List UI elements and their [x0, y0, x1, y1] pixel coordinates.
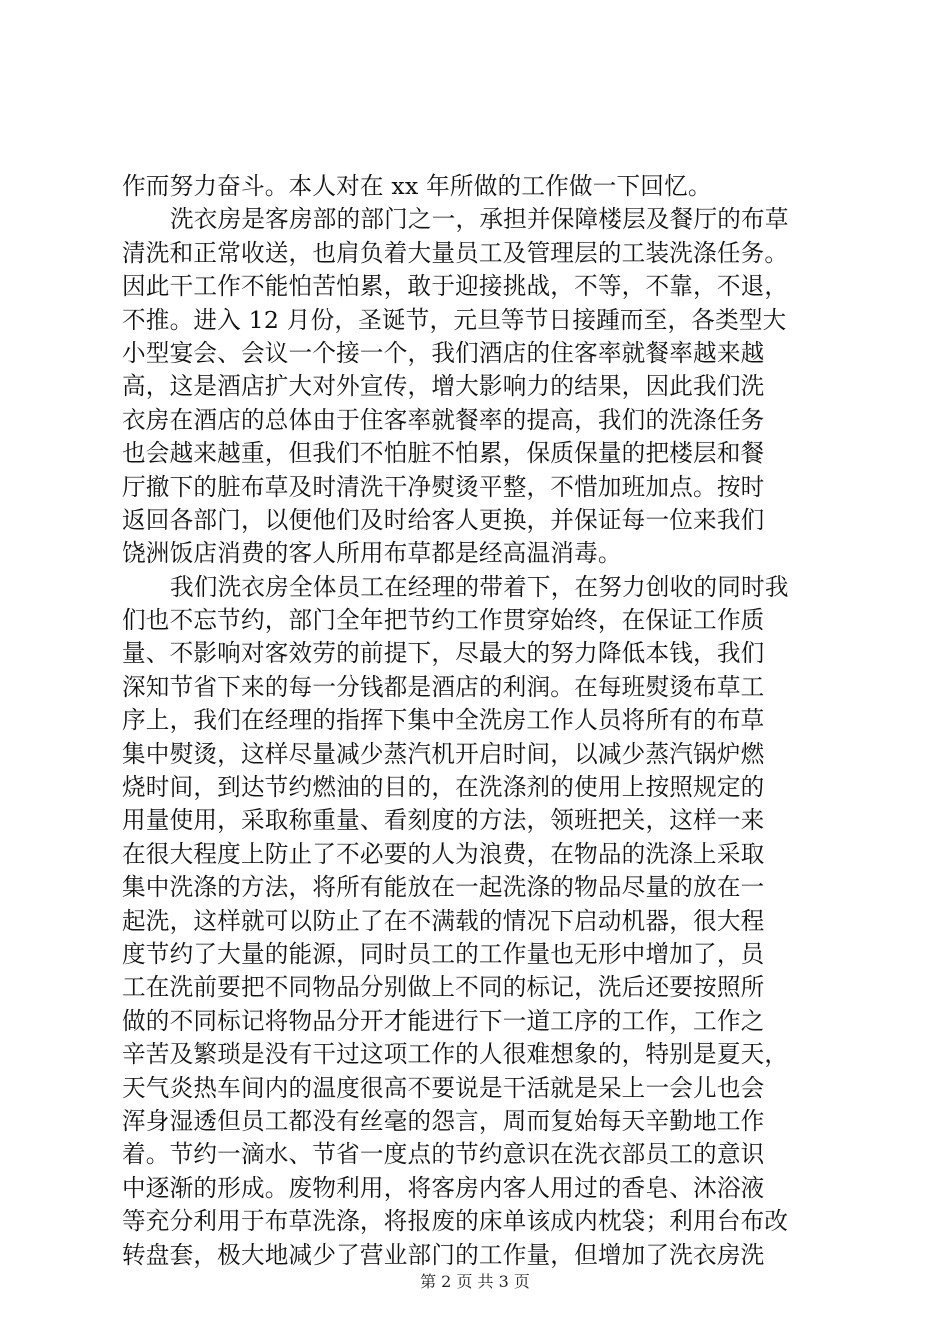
text-line: 们也不忘节约，部门全年把节约工作贯穿始终，在保证工作质 [122, 606, 765, 635]
text-line: 返回各部门，以便他们及时给客人更换，并保证每一位来我们 [122, 505, 765, 534]
text-line: 在很大程度上防止了不必要的人为浪费，在物品的洗涤上采取 [122, 839, 765, 868]
text-line: 辛苦及繁琐是没有干过这项工作的人很难想象的，特别是夏天， [122, 1040, 789, 1069]
text-line: 衣房在酒店的总体由于住客率就餐率的提高，我们的洗涤任务 [122, 405, 765, 434]
text-line: 烧时间，到达节约燃油的目的，在洗涤剂的使用上按照规定的 [122, 773, 765, 802]
paragraph-start-line: 我们洗衣房全体员工在经理的带着下，在努力创收的同时我 [170, 572, 789, 601]
text-line: 天气炎热车间内的温度很高不要说是干活就是呆上一会儿也会 [122, 1073, 765, 1102]
text-line: 饶洲饭店消费的客人所用布草都是经高温消毒。 [122, 539, 622, 568]
document-body [122, 170, 838, 1272]
text-line: 等充分利用于布草洗涤，将报废的床单该成内枕袋；利用台布改 [122, 1207, 789, 1236]
text-line: 清洗和正常收送，也肩负着大量员工及管理层的工装洗涤任务。 [122, 238, 789, 267]
text-line: 集中熨烫，这样尽量减少蒸汽机开启时间，以减少蒸汽锅炉燃 [122, 739, 765, 768]
text-line: 集中洗涤的方法，将所有能放在一起洗涤的物品尽量的放在一 [122, 873, 765, 902]
text-line: 工在洗前要把不同物品分别做上不同的标记，洗后还要按照所 [122, 973, 765, 1002]
paragraph-start-line: 洗衣房是客房部的部门之一，承担并保障楼层及餐厅的布草 [170, 205, 789, 234]
text-line: 起洗，这样就可以防止了在不满载的情况下启动机器，很大程 [122, 906, 765, 935]
text-line: 不推。进入 12 月份，圣诞节，元旦等节日接踵而至，各类型大 [122, 305, 787, 334]
text-line: 小型宴会、会议一个接一个，我们酒店的住客率就餐率越来越 [122, 338, 765, 367]
text-line: 作而努力奋斗。本人对在 xx 年所做的工作做一下回忆。 [122, 172, 712, 200]
page-footer [0, 1272, 950, 1292]
text-line: 厅撤下的脏布草及时清洗干净熨烫平整，不惜加班加点。按时 [122, 472, 765, 501]
text-line: 浑身湿透但员工都没有丝毫的怨言，周而复始每天辛勤地工作 [122, 1106, 765, 1135]
text-line: 量、不影响对客效劳的前提下，尽最大的努力降低本钱，我们 [122, 639, 765, 668]
text-line: 转盘套，极大地减少了营业部门的工作量，但增加了洗衣房洗 [122, 1240, 765, 1269]
text-line: 高，这是酒店扩大对外宣传，增大影响力的结果，因此我们洗 [122, 372, 765, 401]
text-line: 做的不同标记将物品分开才能进行下一道工序的工作，工作之 [122, 1006, 765, 1035]
text-line: 因此干工作不能怕苦怕累，敢于迎接挑战，不等，不靠，不退， [122, 272, 789, 301]
text-line: 用量使用，采取称重量、看刻度的方法，领班把关，这样一来 [122, 806, 765, 835]
text-line: 中逐渐的形成。废物利用，将客房内客人用过的香皂、沐浴液 [122, 1173, 765, 1202]
text-line: 深知节省下来的每一分钱都是酒店的利润。在每班熨烫布草工 [122, 672, 765, 701]
text-line: 着。节约一滴水、节省一度点的节约意识在洗衣部员工的意识 [122, 1140, 765, 1169]
text-line: 也会越来越重，但我们不怕脏不怕累，保质保量的把楼层和餐 [122, 439, 765, 468]
text-line: 度节约了大量的能源，同时员工的工作量也无形中增加了，员 [122, 939, 765, 968]
text-line: 序上，我们在经理的指挥下集中全洗房工作人员将所有的布草 [122, 706, 765, 735]
page-number: 第 2 页 共 3 页 [420, 1272, 530, 1291]
